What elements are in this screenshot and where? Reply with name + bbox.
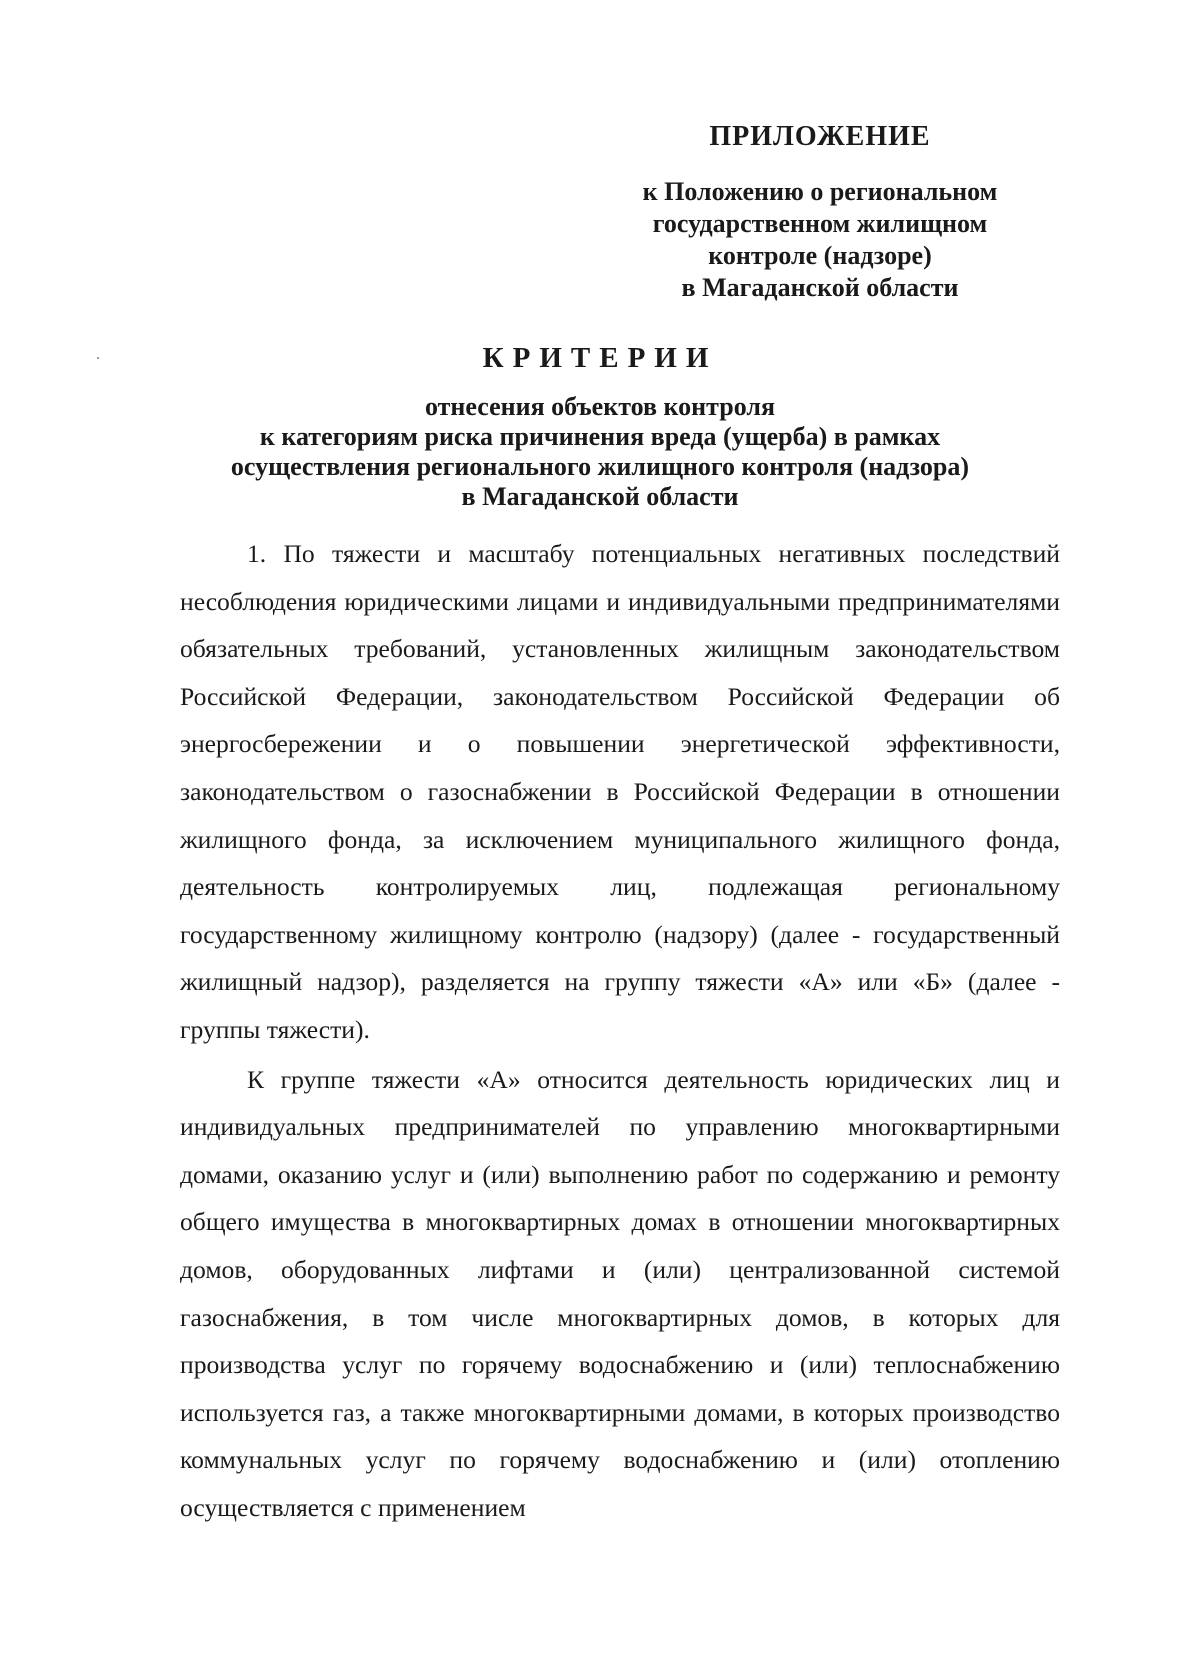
appendix-line: к Положению о региональном (642, 177, 998, 206)
body-paragraph: 1. По тяжести и масштабу потенциальных негативных последствий несоблюдения юридическими лицами и индивидуальными предпринимателями обязательных требований, установленных жилищным законодательством Российской Федерации, законодательством Российской Федерации об энергосбережении и о повышении энергетической эффективности, законодательством о газоснабжении в Российской Федерации в отношении жилищного фонда, за исключением муниципального жилищного фонда, деятельность контролируемых лиц, подлежащая региональному государственному жилищному контролю (надзору) (далее - государственный жилищный надзор), разделяется на группу тяжести «А» или «Б» (далее - группы тяжести). (180, 539, 1060, 1044)
criteria-subtitle-line: в Магаданской области (461, 482, 739, 511)
criteria-subtitle-line: к категориям риска причинения вреда (ущерба) в рамках (259, 422, 941, 451)
appendix-line: в Магаданской области (681, 273, 959, 302)
criteria-subtitle-line: осуществления регионального жилищного контроля (надзора) (230, 452, 970, 481)
criteria-subtitle-line: отнесения объектов контроля (424, 392, 776, 421)
body-paragraph: К группе тяжести «А» относится деятельность юридических лиц и индивидуальных предпринимателей по управлению многоквартирными домами, оказанию услуг и (или) выполнению работ по содержанию и ремонту общего имущества в многоквартирных домах в отношении многоквартирных домов, оборудованных лифтами и (или) централизованной системой газоснабжения, в том числе многоквартирных домов, в которых для производства услуг по горячему водоснабжению и (или) теплоснабжению используется газ, а также многоквартирными домами, в которых производство коммунальных услуг по горячему водоснабжению и (или) отоплению осуществляется с применением (180, 1064, 1060, 1522)
criteria-title: КРИТЕРИИ (482, 342, 718, 374)
appendix-header (600, 120, 1040, 304)
appendix-line: контроле (надзоре) (708, 241, 932, 270)
appendix-title: ПРИЛОЖЕНИЕ (709, 121, 931, 152)
document-body (180, 530, 1060, 1533)
criteria-subtitle (180, 392, 1020, 512)
appendix-line: государственном жилищном (652, 209, 988, 238)
